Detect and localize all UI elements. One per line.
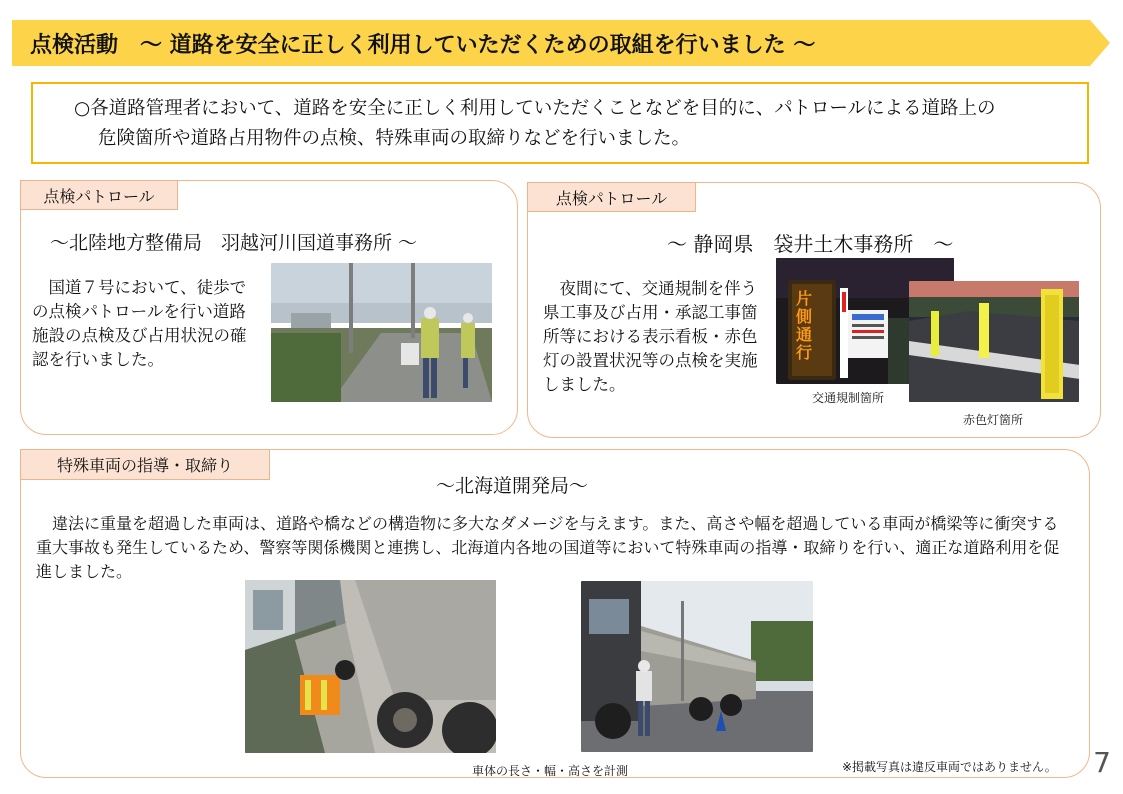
intro-text — [74, 94, 1074, 154]
panel-tag-left: 点検パトロール — [20, 180, 178, 210]
vehicle-measure-photo-2 — [581, 581, 813, 752]
page-title: 点検活動 ～ 道路を安全に正しく利用していただくための取組を行いました ～ — [30, 33, 816, 58]
caption-vehicle-measure: 車体の長さ・幅・高さを計測 — [472, 764, 629, 778]
arrow-board-text: 片側通行 — [795, 289, 812, 362]
caption-red-lights: 赤色灯箇所 — [963, 413, 1024, 427]
office-name-right: ～ 静岡県 袋井土木事務所 ～ — [667, 232, 954, 256]
page-number: 7 — [1093, 746, 1111, 779]
panel-tag-bottom: 特殊車両の指導・取締り — [20, 449, 270, 480]
caption-traffic-control: 交通規制箇所 — [812, 391, 885, 405]
vehicle-measure-photo-1 — [245, 580, 496, 753]
office-name-left: ～北陸地方整備局 羽越河川国道事務所 ～ — [50, 232, 418, 254]
red-lights-photo — [909, 281, 1079, 402]
photo-note: ※掲載写真は違反車両ではありません。 — [842, 760, 1057, 774]
panel-hokkaido — [20, 449, 1090, 778]
intro-line-1: ○各道路管理者において、道路を安全に正しく利用していただくことなどを目的に、パトロールによる道路上の — [74, 98, 996, 119]
panel-text-bottom: 違法に重量を超過した車両は、道路や橋などの構造物に多大なダメージを与えます。また、高さや幅を超過している車両が橋梁等に衝突する重大事故も発生しているため、警察等関係機関と連携し、北海道内各地の国道等において特殊車両の指導・取締りを行い、適正な道路利用を促進しました。 — [36, 514, 1060, 581]
patrol-photo — [271, 263, 492, 402]
intro-line-2: 危険箇所や道路占用物件の点検、特殊車両の取締りなどを行いました。 — [98, 128, 691, 149]
office-name-bottom: ～北海道開発局～ — [436, 475, 589, 497]
panel-text-right: 夜間にて、交通規制を伴う県工事及び占用・承認工事箇所等における表示看板・赤色灯の設置状況等の点検を実施しました。 — [543, 279, 758, 394]
panel-tag-right: 点検パトロール — [527, 182, 696, 212]
panel-text-left: 国道７号において、徒歩での点検パトロールを行い道路施設の点検及び占用状況の確認を行いました。 — [32, 278, 247, 369]
